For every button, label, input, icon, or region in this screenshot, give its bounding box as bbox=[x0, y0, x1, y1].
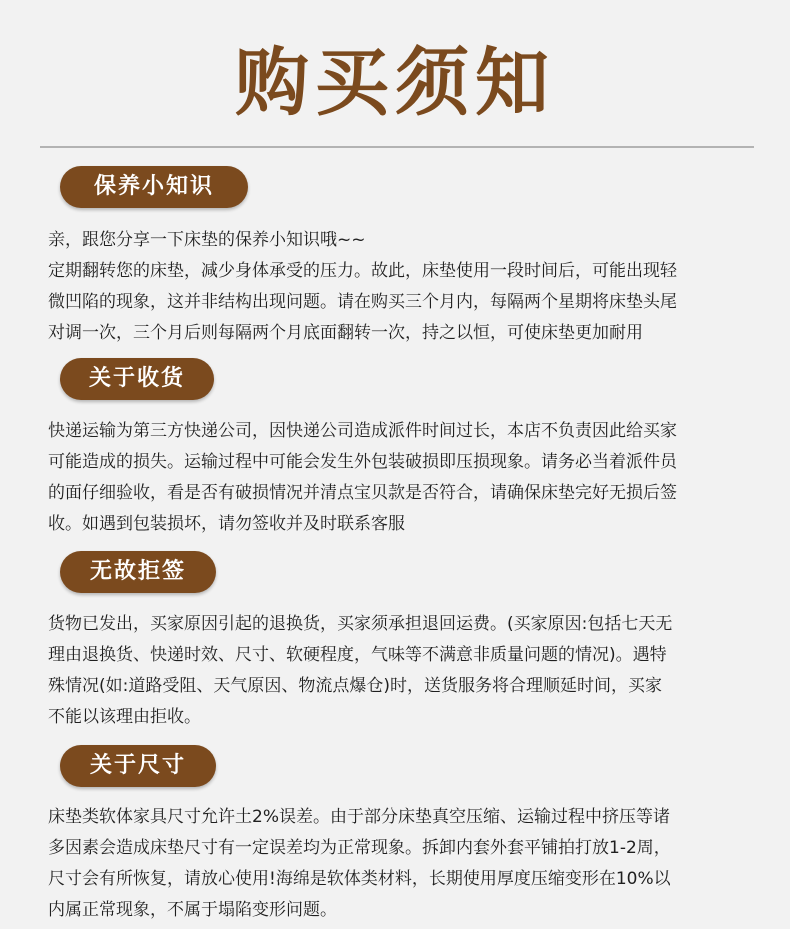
title-divider bbox=[40, 146, 754, 148]
text-line: 殊情况(如:道路受阻、天气原因、物流点爆仓)时，送货服务将合理顺延时间，买家 bbox=[48, 676, 662, 696]
text-line: 床垫类软体家具尺寸允许土2%误差。由于部分床垫真空压缩、运输过程中挤压等诸 bbox=[48, 807, 670, 827]
text-line: 收。如遇到包装损坏，请勿签收并及时联系客服 bbox=[48, 514, 405, 534]
text-line: 亲，跟您分享一下床垫的保养小知识哦~~ bbox=[48, 230, 366, 250]
text-line: 定期翻转您的床垫，减少身体承受的压力。故此，床垫使用一段时间后，可能出现轻 bbox=[48, 261, 677, 281]
section-heading-care-tips: 保养小知识 bbox=[60, 166, 248, 208]
text-line: 不能以该理由拒收。 bbox=[48, 707, 201, 727]
text-line: 尺寸会有所恢复，请放心使用!海绵是软体类材料，长期使用厚度压缩变形在10%以 bbox=[48, 869, 671, 889]
section-body-care-tips bbox=[48, 225, 768, 349]
section-heading-refusal: 无故拒签 bbox=[60, 551, 216, 593]
section-body-receiving bbox=[48, 416, 768, 540]
page-title: 购买须知 bbox=[235, 40, 555, 126]
section-body-size bbox=[48, 802, 768, 926]
text-line: 多因素会造成床垫尺寸有一定误差均为正常现象。拆卸内套外套平铺拍打放1-2周， bbox=[48, 838, 671, 858]
text-line: 的面仔细验收，看是否有破损情况并清点宝贝款是否符合，请确保床垫完好无损后签 bbox=[48, 483, 677, 503]
section-heading-size: 关于尺寸 bbox=[60, 745, 216, 787]
text-line: 货物已发出，买家原因引起的退换货，买家须承担退回运费。(买家原因:包括七天无 bbox=[48, 614, 673, 634]
text-line: 对调一次，三个月后则每隔两个月底面翻转一次，持之以恒，可使床垫更加耐用 bbox=[48, 323, 643, 343]
section-body-refusal bbox=[48, 609, 768, 733]
text-line: 快递运输为第三方快递公司，因快递公司造成派件时间过长，本店不负责因此给买家 bbox=[48, 421, 677, 441]
text-line: 理由退换货、快递时效、尺寸、软硬程度，气味等不满意非质量问题的情况)。遇特 bbox=[48, 645, 667, 665]
section-heading-receiving: 关于收货 bbox=[60, 358, 214, 400]
text-line: 内属正常现象，不属于塌陷变形问题。 bbox=[48, 900, 337, 920]
text-line: 微凹陷的现象，这并非结构出现问题。请在购买三个月内，每隔两个星期将床垫头尾 bbox=[48, 292, 677, 312]
text-line: 可能造成的损失。运输过程中可能会发生外包装破损即压损现象。请务必当着派件员 bbox=[48, 452, 677, 472]
